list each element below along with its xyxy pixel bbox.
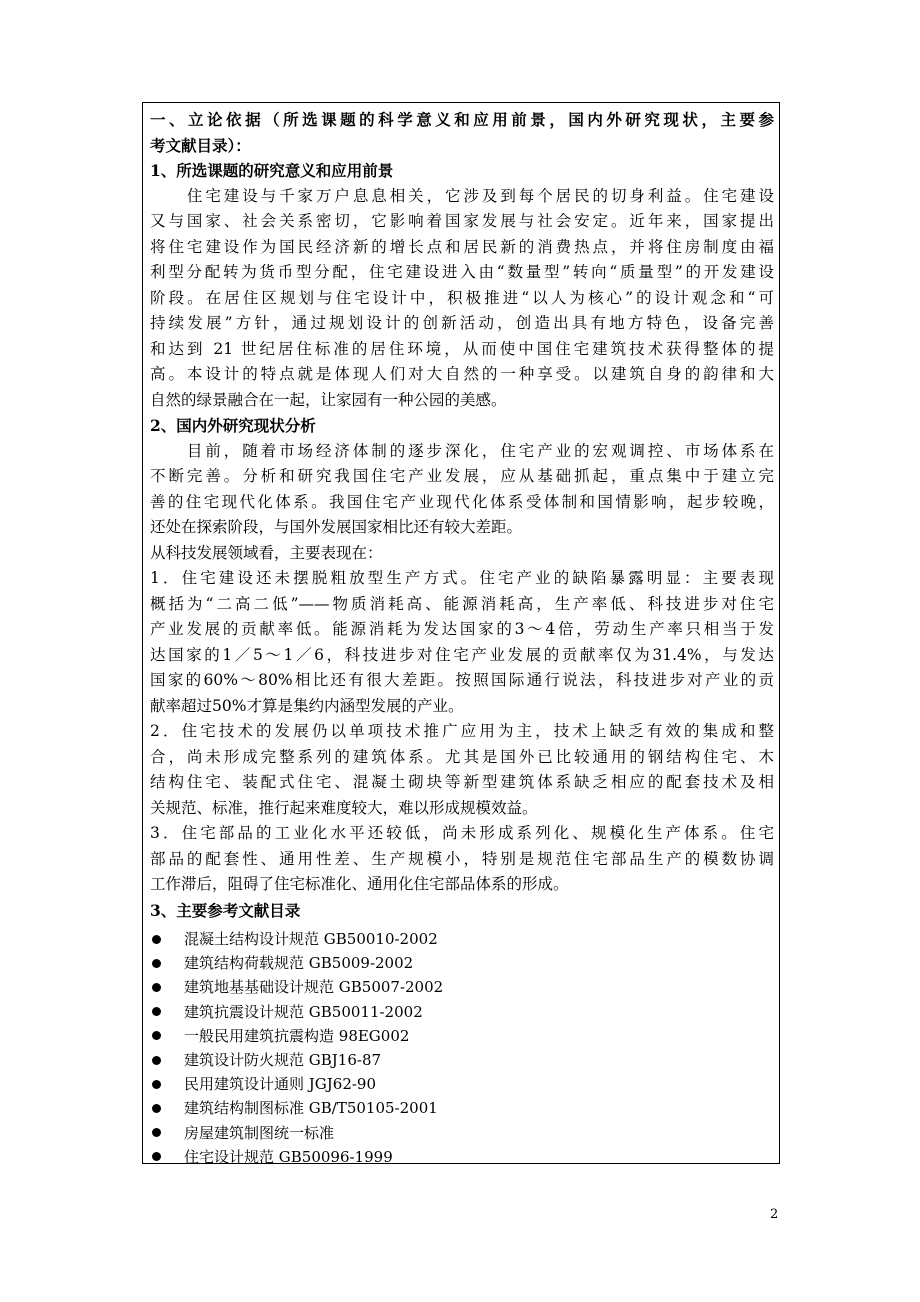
reference-item <box>150 1121 774 1145</box>
subsection-1-body <box>150 184 774 414</box>
reference-text: 住宅设计规范 GB50096-1999 <box>184 1147 393 1166</box>
reference-text: 建筑结构荷载规范 GB5009-2002 <box>184 954 414 973</box>
body-line: 1．住宅建设还未摆脱粗放型生产方式。住宅产业的缺陷暴露明显：主要表现 <box>150 569 774 587</box>
reference-item <box>150 975 774 999</box>
body-line: 国家的60%～80%相比还有很大差距。按照国际通行说法，科技进步对产业的贡 <box>150 671 774 689</box>
body-line: 结构住宅、装配式住宅、混凝土砌块等新型建筑体系缺乏相应的配套技术及相 <box>150 773 774 791</box>
subsection-2-body <box>150 439 774 898</box>
bullet-icon <box>152 1152 161 1161</box>
bullet-icon <box>152 1128 161 1137</box>
body-line: 达国家的1／5～1／6，科技进步对住宅产业发展的贡献率仅为31.4%，与发达 <box>150 645 774 664</box>
body-line: 高。本设计的特点就是体现人们对大自然的一种享受。以建筑自身的韵律和大 <box>150 365 774 383</box>
body-line: 阶段。在居住区规划与住宅设计中，积极推进“以人为核心”的设计观念和“可 <box>150 288 774 307</box>
body-line: 自然的绿景融合在一起，让家园有一种公园的美感。 <box>150 390 507 409</box>
body-line: 从科技发展领域看，主要表现在： <box>150 543 383 562</box>
subsection-title-3: 3、主要参考文献目录 <box>150 900 301 920</box>
body-line: 产业发展的贡献率低。能源消耗为发达国家的3～4倍，劳动生产率只相当于发 <box>150 620 774 638</box>
reference-item <box>150 1145 774 1169</box>
bullet-icon <box>152 1007 161 1016</box>
reference-item <box>150 1024 774 1048</box>
section-heading <box>150 107 774 158</box>
reference-text: 建筑抗震设计规范 GB50011-2002 <box>184 1002 423 1021</box>
page-number: 2 <box>770 1207 779 1222</box>
body-line: 部品的配套性、通用性差、生产规模小，特别是规范住宅部品生产的模数协调 <box>150 849 774 868</box>
body-line: 又与国家、社会关系密切，它影响着国家发展与社会安定。近年来，国家提出 <box>150 212 774 230</box>
body-line: 善的住宅现代化体系。我国住宅产业现代化体系受体制和国情影响，起步较晚， <box>150 492 774 511</box>
reference-item <box>150 951 774 975</box>
body-line: 持续发展”方针，通过规划设计的创新活动，创造出具有地方特色，设备完善 <box>150 314 774 332</box>
bullet-icon <box>152 1056 161 1065</box>
subsection-title-2: 2、国内外研究现状分析 <box>150 416 316 435</box>
body-line: 和达到 21 世纪居住标准的居住环境，从而使中国住宅建筑技术获得整体的提 <box>150 339 774 358</box>
body-line: 3．住宅部品的工业化水平还较低，尚未形成系列化、规模化生产体系。住宅 <box>150 824 774 842</box>
body-line: 将住宅建设作为国民经济新的增长点和居民新的消费热点，并将住房制度由福 <box>150 237 774 256</box>
reference-text: 建筑地基基础设计规范 GB5007-2002 <box>184 978 444 997</box>
body-line: 献率超过50%才算是集约内涵型发展的产业。 <box>150 696 464 715</box>
body-line: 2．住宅技术的发展仍以单项技术推广应用为主，技术上缺乏有效的集成和整 <box>150 722 774 740</box>
body-line: 还处在探索阶段，与国外发展国家相比还有较大差距。 <box>150 518 523 536</box>
body-line: 概括为“二高二低”——物质消耗高、能源消耗高，生产率低、科技进步对住宅 <box>150 594 774 613</box>
reference-list <box>150 927 774 1169</box>
reference-item <box>150 1096 774 1120</box>
bullet-icon <box>152 935 161 944</box>
bullet-icon <box>152 1080 161 1089</box>
body-line: 关规范、标准，推行起来难度较大，难以形成规模效益。 <box>150 798 538 817</box>
bullet-icon <box>152 959 161 968</box>
body-line: 合，尚未形成完整系列的建筑体系。尤其是国外已比较通用的钢结构住宅、木 <box>150 747 774 766</box>
bullet-icon <box>152 983 161 992</box>
body-line: 工作滞后，阻碍了住宅标准化、通用化住宅部品体系的形成。 <box>150 875 569 893</box>
subsection-title-1: 1、所选课题的研究意义和应用前景 <box>150 161 394 180</box>
reference-text: 民用建筑设计通则 JGJ62-90 <box>184 1075 377 1094</box>
reference-text: 混凝土结构设计规范 GB50010-2002 <box>184 930 438 948</box>
heading-line: 一、立论依据（所选课题的科学意义和应用前景，国内外研究现状，主要参 <box>150 110 774 129</box>
reference-item <box>150 927 774 951</box>
reference-text: 一般民用建筑抗震构造 98EG002 <box>184 1026 410 1045</box>
body-line: 不断完善。分析和研究我国住宅产业发展，应从基础抓起，重点集中于建立完 <box>150 467 774 485</box>
reference-item <box>150 1072 774 1096</box>
heading-line: 考文献目录）： <box>150 135 251 155</box>
body-line: 利型分配转为货币型分配，住宅建设进入由“数量型”转向“质量型”的开发建设 <box>150 263 774 281</box>
reference-text: 建筑结构制图标准 GB/T50105-2001 <box>184 1099 438 1118</box>
bullet-icon <box>152 1104 161 1113</box>
reference-text: 房屋建筑制图统一标准 <box>184 1123 335 1142</box>
body-line: 目前，随着市场经济体制的逐步深化，住宅产业的宏观调控、市场体系在 <box>150 441 774 460</box>
body-line: 住宅建设与千家万户息息相关，它涉及到每个居民的切身利益。住宅建设 <box>150 186 774 205</box>
section-content <box>150 107 774 1169</box>
reference-item <box>150 1048 774 1072</box>
bullet-icon <box>152 1031 161 1040</box>
reference-item <box>150 1000 774 1024</box>
reference-text: 建筑设计防火规范 GBJ16-87 <box>184 1050 382 1069</box>
